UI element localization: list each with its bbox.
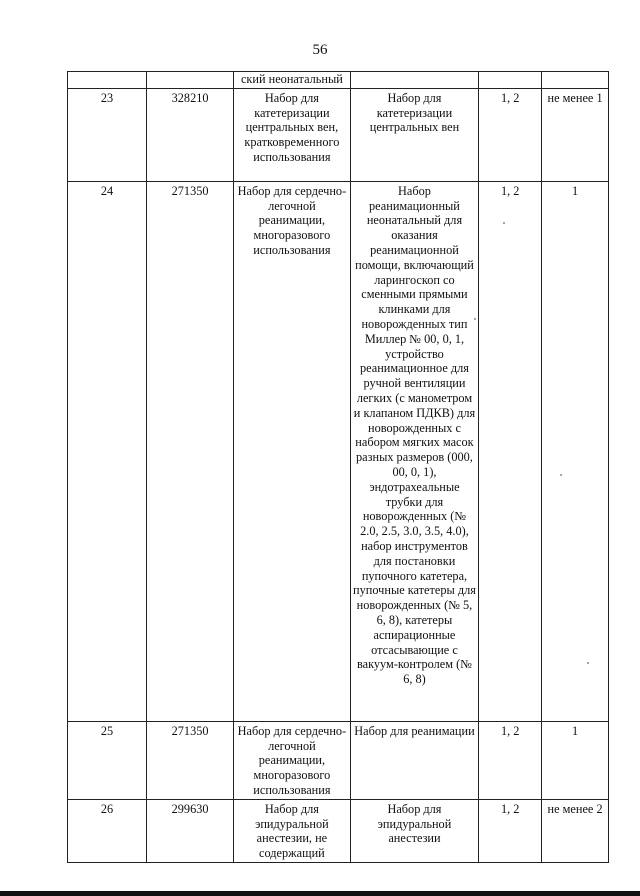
table-row bbox=[68, 181, 609, 721]
row-code: 271350 bbox=[147, 721, 234, 799]
row-quantity: не менее 1 bbox=[542, 88, 609, 181]
row-code: 328210 bbox=[147, 88, 234, 181]
table-row bbox=[68, 72, 609, 89]
row-name: Набор для сердечно-легочной реанимации, многоразового использования bbox=[234, 181, 351, 721]
page-number: 56 bbox=[312, 42, 328, 58]
row-description: Набор для катетеризации центральных вен bbox=[350, 88, 479, 181]
row-code: 299630 bbox=[147, 799, 234, 862]
row-quantity: 1 bbox=[542, 181, 609, 721]
row-quantity bbox=[542, 72, 609, 89]
row-number: 25 bbox=[68, 721, 147, 799]
scan-speck bbox=[503, 222, 505, 224]
row-number: 23 bbox=[68, 88, 147, 181]
table-row bbox=[68, 88, 609, 181]
table-row bbox=[68, 721, 609, 799]
table-row bbox=[68, 799, 609, 862]
scan-edge bbox=[0, 891, 640, 896]
scan-speck bbox=[560, 474, 562, 476]
row-number: 24 bbox=[68, 181, 147, 721]
row-description bbox=[350, 72, 479, 89]
row-number: 26 bbox=[68, 799, 147, 862]
row-quantity: 1 bbox=[542, 721, 609, 799]
row-note: 1, 2 bbox=[479, 721, 542, 799]
scan-speck bbox=[474, 318, 476, 320]
row-quantity: не менее 2 bbox=[542, 799, 609, 862]
row-description: Набор для реанимации bbox=[350, 721, 479, 799]
row-number bbox=[68, 72, 147, 89]
row-note: 1, 2 bbox=[479, 88, 542, 181]
row-name: Набор для эпидуральной анестезии, не содержащий bbox=[234, 799, 351, 862]
row-name: Набор для катетеризации центральных вен, кратковременного использования bbox=[234, 88, 351, 181]
row-code: 271350 bbox=[147, 181, 234, 721]
equipment-table bbox=[67, 71, 609, 863]
row-description: Набор реанимационный неонатальный для оказания реанимационной помощи, включающий ларингоскоп со сменными прямыми клинками для новорожденных тип Миллер № 00, 0, 1, устройство реанимационное для ручной вентиляции легких (с манометром и клапаном ПДКВ) для новорожденных с набором мягких масок разных размеров (000, 00, 0, 1), эндотрахеальные трубки для новорожденных (№ 2.0, 2.5, 3.0, 3.5, 4.0), набор инструментов для постановки пупочного катетера, пупочные катетеры для новорожденных (№ 5, 6, 8), катетеры аспирационные отсасывающие с вакуум-контролем (№ 6, 8) bbox=[350, 181, 479, 721]
row-description: Набор для эпидуральной анестезии bbox=[350, 799, 479, 862]
row-note: 1, 2 bbox=[479, 181, 542, 721]
row-code bbox=[147, 72, 234, 89]
row-note bbox=[479, 72, 542, 89]
row-name: Набор для сердечно-легочной реанимации, многоразового использования bbox=[234, 721, 351, 799]
scan-speck bbox=[587, 662, 589, 664]
row-name: ский неонатальный bbox=[234, 72, 351, 89]
row-note: 1, 2 bbox=[479, 799, 542, 862]
